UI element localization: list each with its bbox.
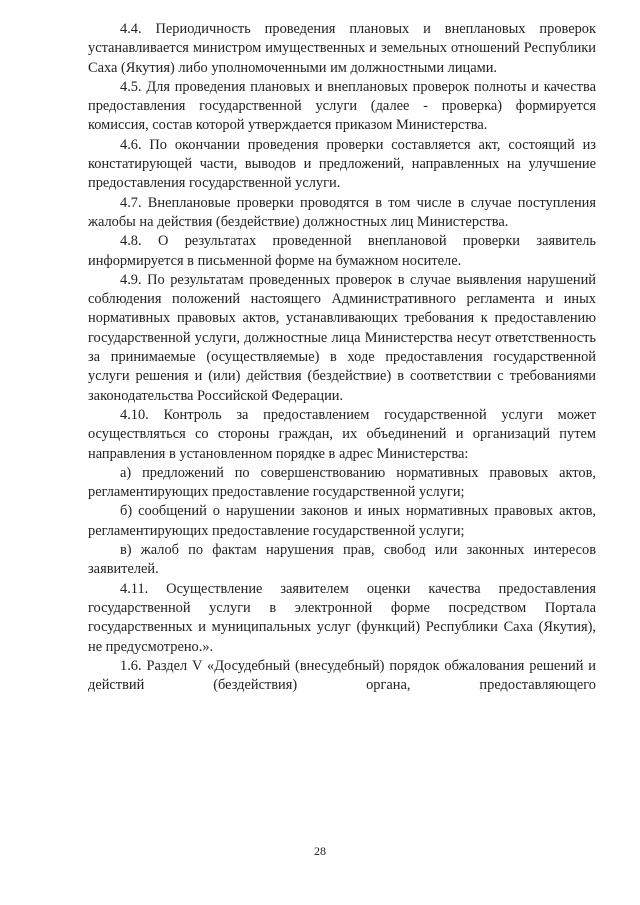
page-number: 28 <box>314 844 326 858</box>
paragraph-4-7: 4.7. Внеплановые проверки проводятся в том числе в случае поступления жалобы на действия (бездействие) должностных лиц Министерства. <box>88 194 596 230</box>
paragraph-4-10: 4.10. Контроль за предоставлением государственной услуги может осуществляться со стороны граждан, их объединений и организаций путем направления в установленном порядке в адрес Министерства: <box>88 406 596 462</box>
list-item-b: б) сообщений о нарушении законов и иных нормативных правовых актов, регламентирующих предоставление государственной услуги; <box>88 503 596 539</box>
paragraph-4-6: 4.6. По окончании проведения проверки составляется акт, состоящий из констатирующей части, выводов и предложений, направленных на улучшение предоставления государственной услуги. <box>88 136 596 192</box>
paragraph-4-5: 4.5. Для проведения плановых и внеплановых проверок полноты и качества предоставления государственной услуги (далее - проверка) формируется комиссия, состав которой утверждается приказом Министерства. <box>88 78 596 134</box>
list-item-v: в) жалоб по фактам нарушения прав, свобод или законных интересов заявителей. <box>88 542 596 578</box>
paragraph-4-11: 4.11. Осуществление заявителем оценки качества предоставления государственной услуги в электронной форме посредством Портала государственных и муниципальных услуг (функций) Республики Саха (Якутия), не предусмотрено.». <box>88 580 596 655</box>
paragraph-4-9: 4.9. По результатам проведенных проверок в случае выявления нарушений соблюдения положений настоящего Административного регламента и иных нормативных правовых актов, устанавливающих требования к предоставлению государственной услуги, должностные лица Министерства несут ответственность за принимаемые (осуществляемые) в ходе предоставления государственной услуги решения и (или) действия (бездействие) в соответствии с требованиями законодательства Российской Федерации. <box>88 271 596 404</box>
paragraph-1-6: 1.6. Раздел V «Досудебный (внесудебный) порядок обжалования решений и действий (бездействия) органа, предоставляющего <box>88 657 596 694</box>
paragraph-4-8: 4.8. О результатах проведенной внеплановой проверки заявитель информируется в письменной форме на бумажном носителе. <box>88 233 596 269</box>
document-body <box>88 20 596 695</box>
paragraph-4-4: 4.4. Периодичность проведения плановых и внеплановых проверок устанавливается министром имущественных и земельных отношений Республики Саха (Якутия) либо уполномоченными им должностными лицами. <box>88 21 596 76</box>
list-item-a: а) предложений по совершенствованию нормативных правовых актов, регламентирующих предоставление государственной услуги; <box>88 464 596 501</box>
